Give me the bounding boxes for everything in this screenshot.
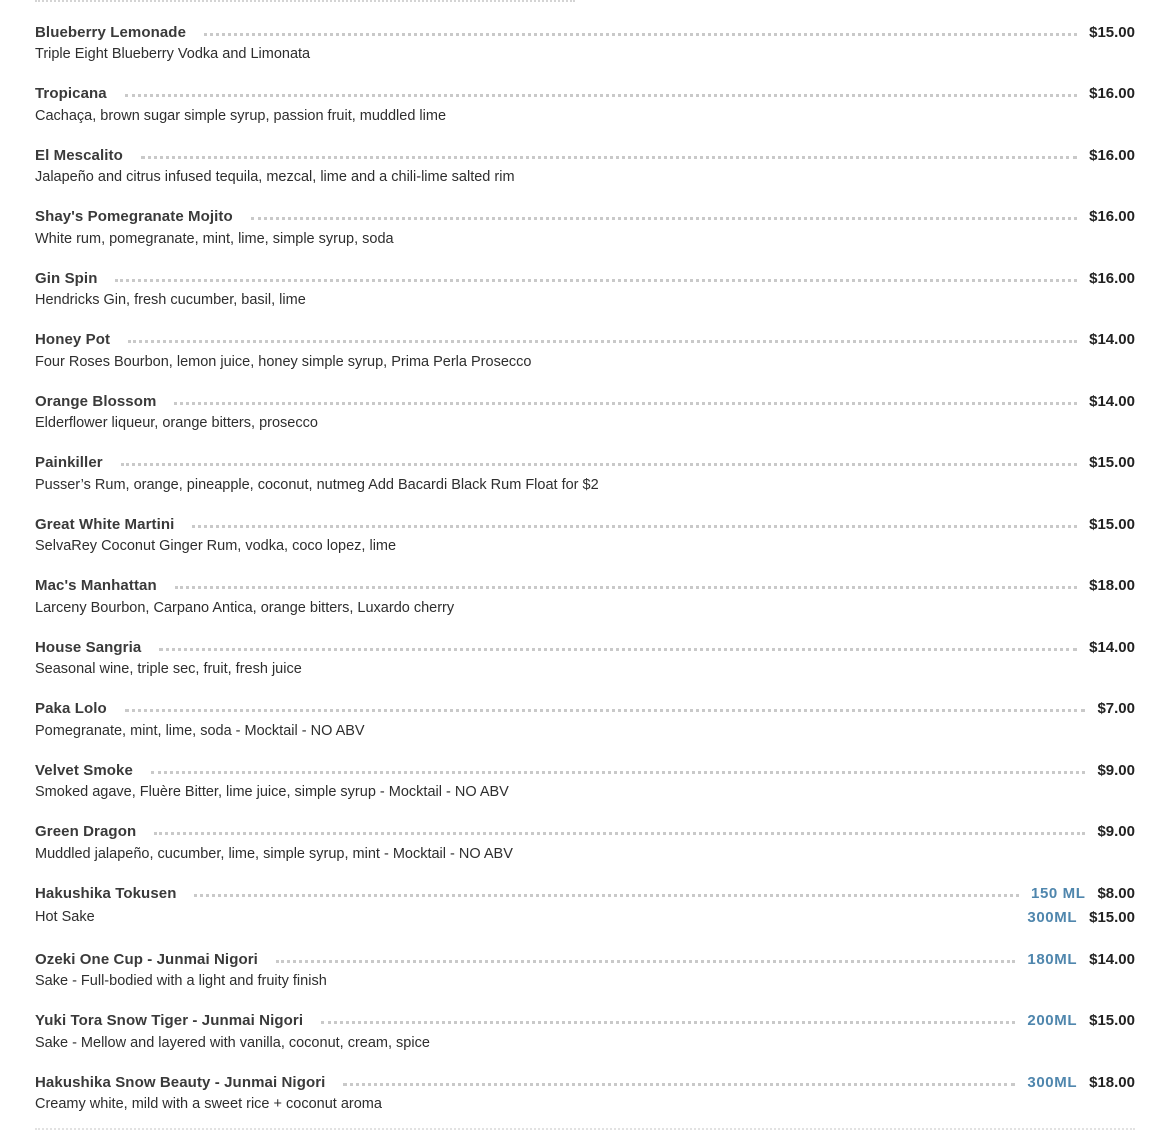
item-price: $14.00 bbox=[1089, 331, 1135, 348]
item-price: $15.00 bbox=[1089, 1012, 1135, 1029]
menu-item-tropicana bbox=[35, 82, 1135, 144]
menu-item-hakushika-snow-beauty bbox=[35, 1070, 1135, 1132]
menu-item-green-dragon bbox=[35, 820, 1135, 882]
item-name: Blueberry Lemonade bbox=[35, 23, 187, 41]
item-name: Gin Spin bbox=[35, 269, 98, 287]
menu-item-orange-blossom bbox=[35, 389, 1135, 451]
item-description: Jalapeño and citrus infused tequila, mezcal, lime and a chili-lime salted rim bbox=[35, 169, 515, 185]
item-description: Cachaça, brown sugar simple syrup, passion fruit, muddled lime bbox=[35, 107, 447, 124]
item-description: Pomegranate, mint, lime, soda - Mocktail - NO ABV bbox=[35, 722, 365, 739]
menu-item-yuki-tora-snow-tiger bbox=[35, 1009, 1135, 1071]
item-price: $15.00 bbox=[1089, 515, 1135, 533]
dotted-leader bbox=[128, 340, 1077, 343]
item-description: SelvaRey Coconut Ginger Rum, vodka, coco lopez, lime bbox=[35, 538, 397, 554]
item-size: 300ML bbox=[1027, 1073, 1078, 1091]
item-description: White rum, pomegranate, mint, lime, simple syrup, soda bbox=[35, 230, 394, 247]
dotted-leader bbox=[204, 33, 1077, 36]
item-price: $9.00 bbox=[1097, 823, 1135, 840]
item-name: Orange Blossom bbox=[35, 392, 157, 410]
item-name: Velvet Smoke bbox=[35, 761, 133, 779]
drinks-menu-list bbox=[35, 20, 1135, 1132]
menu-item-pomegranate-mojito bbox=[35, 205, 1135, 267]
item-description: Seasonal wine, triple sec, fruit, fresh juice bbox=[35, 661, 302, 677]
dotted-leader bbox=[321, 1021, 1015, 1024]
menu-item-macs-manhattan bbox=[35, 574, 1135, 636]
item-description: Four Roses Bourbon, lemon juice, honey simple syrup, Prima Perla Prosecco bbox=[35, 353, 532, 370]
dotted-leader bbox=[251, 217, 1077, 220]
dotted-leader bbox=[343, 1083, 1015, 1086]
item-description: Sake - Mellow and layered with vanilla, coconut, cream, spice bbox=[35, 1034, 430, 1051]
menu-item-great-white-martini bbox=[35, 512, 1135, 574]
menu-item-paka-lolo bbox=[35, 697, 1135, 759]
item-description: Muddled jalapeño, cucumber, lime, simple syrup, mint - Mocktail - NO ABV bbox=[35, 845, 513, 862]
dotted-leader bbox=[115, 279, 1077, 282]
item-price: $16.00 bbox=[1089, 269, 1135, 287]
dotted-leader bbox=[154, 832, 1085, 835]
cropped-next-item-edge bbox=[35, 1128, 1135, 1133]
item-name: Yuki Tora Snow Tiger - Junmai Nigori bbox=[35, 1012, 304, 1029]
menu-item-hakushika-tokusen bbox=[35, 881, 1135, 947]
dotted-leader bbox=[125, 94, 1077, 97]
dotted-leader bbox=[159, 648, 1077, 651]
menu-item-el-mescalito bbox=[35, 143, 1135, 205]
cropped-previous-section-edge bbox=[35, 0, 575, 4]
item-name: Shay's Pomegranate Mojito bbox=[35, 208, 233, 225]
item-description: Smoked agave, Fluère Bitter, lime juice, simple syrup - Mocktail - NO ABV bbox=[35, 784, 509, 800]
item-price: $16.00 bbox=[1089, 146, 1135, 164]
item-description: Sake - Full-bodied with a light and fruity finish bbox=[35, 973, 327, 989]
item-name: El Mescalito bbox=[35, 146, 123, 164]
menu-item-honey-pot bbox=[35, 328, 1135, 390]
item-name: Tropicana bbox=[35, 85, 107, 102]
dotted-leader bbox=[174, 402, 1077, 405]
item-name: House Sangria bbox=[35, 638, 142, 656]
item-price: $9.00 bbox=[1097, 761, 1135, 779]
item-price: $14.00 bbox=[1089, 950, 1135, 968]
menu-item-house-sangria bbox=[35, 635, 1135, 697]
dotted-leader bbox=[141, 156, 1077, 159]
item-price: $14.00 bbox=[1089, 392, 1135, 410]
item-price: $18.00 bbox=[1089, 1073, 1135, 1091]
menu-item-velvet-smoke bbox=[35, 758, 1135, 820]
item-price: $7.00 bbox=[1097, 700, 1135, 717]
item-name: Honey Pot bbox=[35, 331, 111, 348]
item-name: Painkiller bbox=[35, 454, 103, 471]
dotted-leader bbox=[192, 525, 1077, 528]
item-size: 300ML bbox=[1027, 908, 1078, 926]
item-price: $14.00 bbox=[1089, 638, 1135, 656]
item-price: $8.00 bbox=[1097, 884, 1135, 902]
item-name: Great White Martini bbox=[35, 515, 175, 533]
item-price: $15.00 bbox=[1089, 908, 1135, 926]
item-size: 180ML bbox=[1027, 950, 1078, 968]
menu-item-painkiller bbox=[35, 451, 1135, 513]
menu-item-ozeki-one-cup bbox=[35, 947, 1135, 1009]
dotted-leader bbox=[151, 771, 1086, 774]
item-price: $15.00 bbox=[1089, 454, 1135, 471]
item-description: Hot Sake bbox=[35, 909, 95, 925]
dotted-leader bbox=[125, 709, 1086, 712]
item-description: Creamy white, mild with a sweet rice + coconut aroma bbox=[35, 1096, 382, 1112]
menu-item-blueberry-lemonade bbox=[35, 20, 1135, 82]
item-price: $15.00 bbox=[1089, 23, 1135, 41]
item-size: 150 ML bbox=[1031, 884, 1086, 902]
secondary-size-price bbox=[1027, 909, 1135, 926]
item-price: $16.00 bbox=[1089, 208, 1135, 225]
item-description: Triple Eight Blueberry Vodka and Limonata bbox=[35, 46, 311, 62]
dotted-leader bbox=[175, 586, 1077, 589]
menu-item-gin-spin bbox=[35, 266, 1135, 328]
dotted-leader bbox=[121, 463, 1077, 466]
item-name: Mac's Manhattan bbox=[35, 577, 157, 594]
item-price: $16.00 bbox=[1089, 85, 1135, 102]
item-name: Green Dragon bbox=[35, 823, 137, 840]
item-name: Hakushika Snow Beauty - Junmai Nigori bbox=[35, 1073, 326, 1091]
item-name: Hakushika Tokusen bbox=[35, 884, 177, 902]
item-size: 200ML bbox=[1027, 1012, 1078, 1029]
item-description: Elderflower liqueur, orange bitters, prosecco bbox=[35, 415, 318, 431]
item-name: Ozeki One Cup - Junmai Nigori bbox=[35, 950, 258, 968]
item-description: Hendricks Gin, fresh cucumber, basil, lime bbox=[35, 292, 306, 308]
item-price: $18.00 bbox=[1089, 577, 1135, 594]
dotted-leader bbox=[276, 960, 1015, 963]
item-description: Larceny Bourbon, Carpano Antica, orange bitters, Luxardo cherry bbox=[35, 599, 455, 616]
item-name: Paka Lolo bbox=[35, 700, 107, 717]
item-description: Pusser’s Rum, orange, pineapple, coconut, nutmeg Add Bacardi Black Rum Float for $2 bbox=[35, 476, 599, 493]
dotted-leader bbox=[194, 894, 1019, 897]
